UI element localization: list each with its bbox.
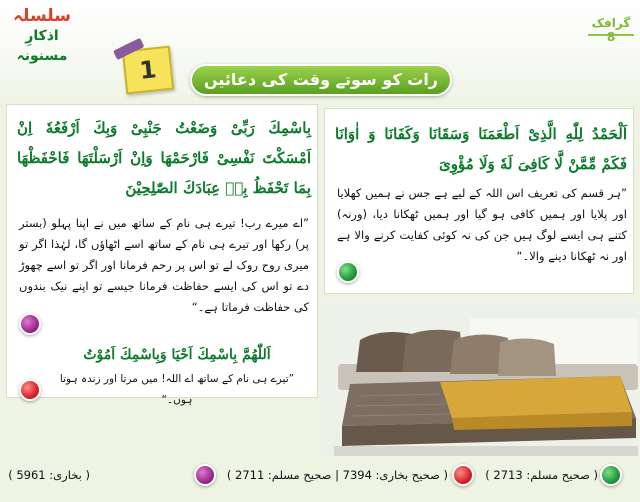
arabic-dua-text-short: اَللّٰهُمَّ بِاسْمِكَ اَحْیَا وَبِاسْمِكَ اَمُوْتُ [83, 347, 271, 363]
footer-references [0, 452, 640, 502]
page-title: رات کو سوتے وقت کی دعائیں [190, 64, 452, 96]
reference-3: ( بخاری: 5961 ) [8, 468, 90, 482]
red-marker-icon [452, 464, 474, 486]
series-logo [4, 6, 80, 66]
number-note-card [122, 46, 174, 95]
arabic-dua-text: بِاسْمِكَ رَبِّیْ وَضَعْتُ جَنْبِیْ وَبِكَ اَرْفَعُهٗ اِنْ اَمْسَكْتَ نَفْسِیْ فَارْحَمْهَا وَاِنْ اَرْسَلْتَهَا فَاحْفَظْهَا بِمَا تَحْفَظُ بِهٖ عِبَادَكَ الصّٰلِحِیْنَ [17, 119, 311, 197]
reference-2: ( صحیح بخاری: 7394 | صحیح مسلم: 2711 ) [226, 468, 448, 482]
reference-1: ( صحیح مسلم: 2713 ) [485, 468, 598, 482]
purple-marker-icon [19, 313, 41, 335]
dua-panel-left [6, 104, 318, 406]
dua-panel-right [324, 108, 634, 294]
purple-marker-icon [194, 464, 216, 486]
green-marker-icon [600, 464, 622, 486]
series-subtitle: اذکارِ مسنونہ [16, 28, 68, 64]
card-number: 1 [138, 55, 158, 85]
bed-illustration [320, 300, 638, 456]
arabic-dua-text: اَلْحَمْدُ لِلّٰهِ الَّذِیْ اَطْعَمَنَا وَسَقَانَا وَكَفَانَا وَ اٰوَانَا فَكَمْ مِّمَّنْ لَّا كَافِیَ لَهٗ وَلَا مُؤْوِیَ [335, 125, 627, 173]
bed-icon [320, 300, 638, 456]
urdu-translation-text: ”اے میرے رب! تیرے ہی نام کے ساتھ میں نے اپنا پہلو (بستر پر) رکھا اور تیرے ہی نام کے ساتھ اسے اٹھاؤں گا، لہٰذا اگر تو میری روح روک لے تو اس پر رحم فرمانا اور اگر تو اسے چھوڑ دے تو اس کی ایسے حفاظت فرمانا جیسے تو اپنے نیک بندوں کی حفاظت فرماتا ہے۔“ [19, 216, 309, 314]
urdu-translation-text: ”ہر قسم کی تعریف اس اللہ کے لیے ہے جس نے ہمیں کھلایا اور پلایا اور ہمیں کافی ہو گیا اور ہمیں ٹھکانا دیا، (ورنہ) کتنے ہی ایسے لوگ ہیں جن کی نہ کوئی کفایت کرنے والا ہے اور نہ ٹھکانا دینے والا۔“ [337, 186, 627, 263]
red-marker-icon [19, 379, 41, 401]
urdu-translation-text-short: ”تیرے ہی نام کے ساتھ اے اللہ! میں مرتا اور زندہ ہوتا ہوں۔“ [59, 373, 295, 406]
series-title: سلسلہ [13, 6, 71, 26]
green-marker-icon [337, 261, 359, 283]
graphic-number-label: گرافک 8 [588, 16, 634, 36]
